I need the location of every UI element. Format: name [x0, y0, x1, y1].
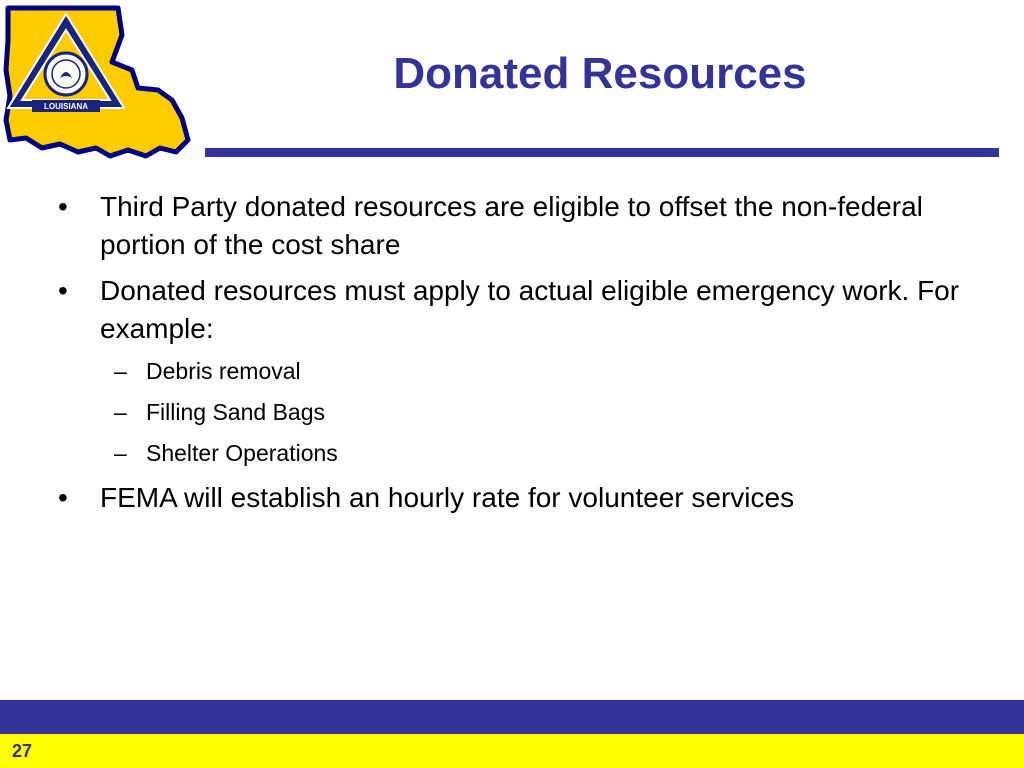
- sub-bullet-marker: –: [114, 440, 127, 466]
- bullet-marker: •: [58, 275, 68, 306]
- bullet-text: Third Party donated resources are eligible to offset the non-federal portion of the cost share: [100, 191, 923, 260]
- sub-bullet-item: [58, 397, 978, 427]
- footer-blue-band: [0, 700, 1024, 734]
- sub-bullet-item: [58, 438, 978, 468]
- sub-bullet-list: [58, 356, 978, 468]
- slide-body: [58, 188, 978, 525]
- sub-bullet-text: Filling Sand Bags: [146, 399, 325, 425]
- sub-bullet-marker: –: [114, 358, 127, 384]
- bullet-text: FEMA will establish an hourly rate for volunteer services: [100, 482, 795, 513]
- slide-number: 27: [12, 741, 33, 761]
- bullet-item: [58, 479, 978, 517]
- sub-bullet-text: Shelter Operations: [146, 440, 338, 466]
- bullet-text: Donated resources must apply to actual eligible emergency work. For example:: [100, 275, 960, 344]
- louisiana-emergency-preparedness-logo: [0, 0, 195, 160]
- sub-bullet-text: Debris removal: [146, 358, 301, 384]
- bullet-item: [58, 272, 978, 348]
- bullet-item: [58, 188, 978, 264]
- slide-title: Donated Resources: [393, 49, 807, 98]
- footer-yellow-band: [0, 734, 1024, 768]
- logo-bottom-text: LOUISIANA: [44, 102, 88, 111]
- title-underline: [205, 148, 999, 157]
- bullet-marker: •: [58, 482, 68, 513]
- bullet-marker: •: [58, 191, 68, 222]
- sub-bullet-item: [58, 356, 978, 386]
- sub-bullet-marker: –: [114, 399, 127, 425]
